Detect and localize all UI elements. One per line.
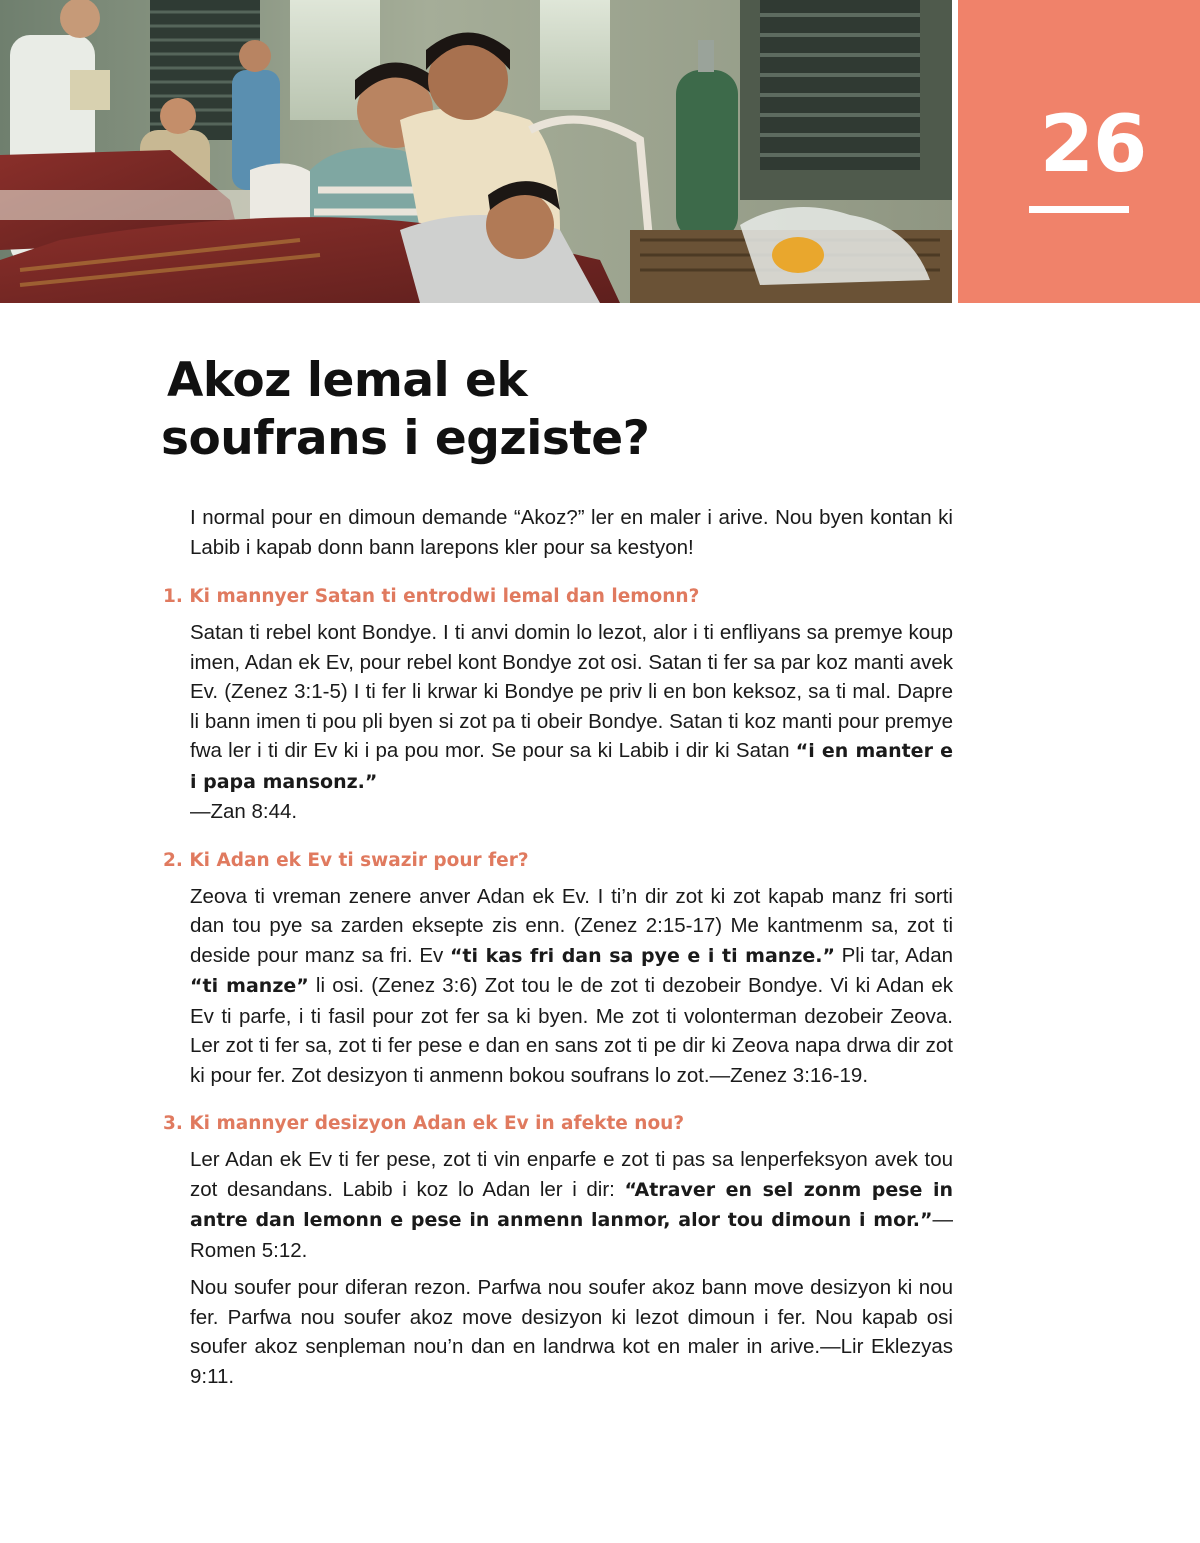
title-line-2: soufrans i egziste? — [161, 411, 650, 466]
section-paragraph — [190, 1145, 953, 1265]
paragraph-text: Ler Adan ek Ev ti fer pese, zot ti vin enparfe e zot ti pas sa lenperfeksyon avek tou zot desandans. Labib i koz lo Adan ler i dir: — [190, 1148, 953, 1201]
chapter-underline — [1029, 206, 1129, 213]
section-1 — [163, 584, 953, 827]
paragraph-text: Zeova ti vreman zenere anver Adan ek Ev. I ti’n dir zot ki zot kapab manz fri sorti dan tou pye sa zarden eksepte zis enn. (Zenez 2:15-17) Me kantmenm sa, zot ti deside pour manz sa fri. Ev — [190, 884, 953, 967]
section-paragraph — [190, 618, 953, 827]
scripture-quote: “ti manze” — [190, 975, 309, 997]
scripture-reference: —Romen 5:12. — [190, 1208, 953, 1262]
scripture-quote: “ti kas fri dan sa pye e i ti manze.” — [449, 944, 835, 967]
section-3 — [163, 1111, 953, 1391]
chapter-number: 26 — [1039, 100, 1147, 190]
lesson-content — [163, 503, 953, 1412]
paragraph-text: Pli tar, Adan — [834, 943, 953, 967]
chapter-badge — [958, 0, 1200, 303]
title-line-1: Akoz lemal ek — [167, 353, 528, 408]
hospital-scene-photo — [0, 0, 952, 303]
scripture-reference: —Zan 8:44. — [190, 800, 298, 823]
page-title — [161, 352, 649, 468]
paragraph-text: Satan ti rebel kont Bondye. I ti anvi domin lo lezot, alor i ti enfliyans sa premye koup imen, Adan ek Ev, pour rebel kont Bondye zot osi. Satan ti fer sa par koz manti avek Ev. (Zenez 3:1-5) I ti fer li krwar ki Bondye pe priv li en bon keksoz, sa ti mal. Dapre li bann imen ti pou pli byen si zot pa ti obeir Bondye. Satan ti koz manti pour premye fwa ler i ti dir Ev ki i pa pou mor. Se pour sa ki Labib i dir ki Satan — [190, 621, 953, 762]
section-2 — [163, 848, 953, 1091]
scripture-quote: “i en manter e i papa mansonz.” — [190, 740, 953, 793]
paragraph-text: li osi. (Zenez 3:6) Zot tou le de zot ti dezobeir Bondye. Vi ki Adan ek Ev ti parfe, i ti fasil pour zot fer sa ki byen. Me zot ti volonterman dezobeir Zeova. Ler zot ti fer sa, zot ti fer pese e dan en sans zot ti pe dir ki Zeova napa drwa dir zot ki pour fer. Zot desizyon ti anmenn bokou soufrans lo zot.—Zenez 3:16-19. — [190, 974, 953, 1087]
section-paragraph: Nou soufer pour diferan rezon. Parfwa nou soufer akoz bann move desizyon ki nou fer. Parfwa nou soufer akoz move desizyon ki lezot dimoun i fer. Nou kapab osi soufer akoz senpleman nou’n dan en landrwa kot en maler in arive.—Lir Eklezyas 9:11. — [190, 1276, 953, 1388]
question-heading: 3. Ki mannyer desizyon Adan ek Ev in afekte nou? — [163, 1113, 685, 1134]
section-paragraph — [190, 882, 953, 1091]
scripture-quote: “Atraver en sel zonm pese in antre dan lemonn e pese in anmenn lanmor, alor tou dimoun i mor.” — [190, 1178, 953, 1231]
question-heading: 2. Ki Adan ek Ev ti swazir pour fer? — [163, 849, 529, 871]
intro-paragraph: I normal pour en dimoun demande “Akoz?” ler en maler i arive. Nou byen kontan ki Labib i kapab donn bann larepons kler pour sa kestyon! — [190, 506, 953, 559]
question-heading: 1. Ki mannyer Satan ti entrodwi lemal dan lemonn? — [163, 586, 700, 607]
header-photo — [0, 0, 952, 303]
